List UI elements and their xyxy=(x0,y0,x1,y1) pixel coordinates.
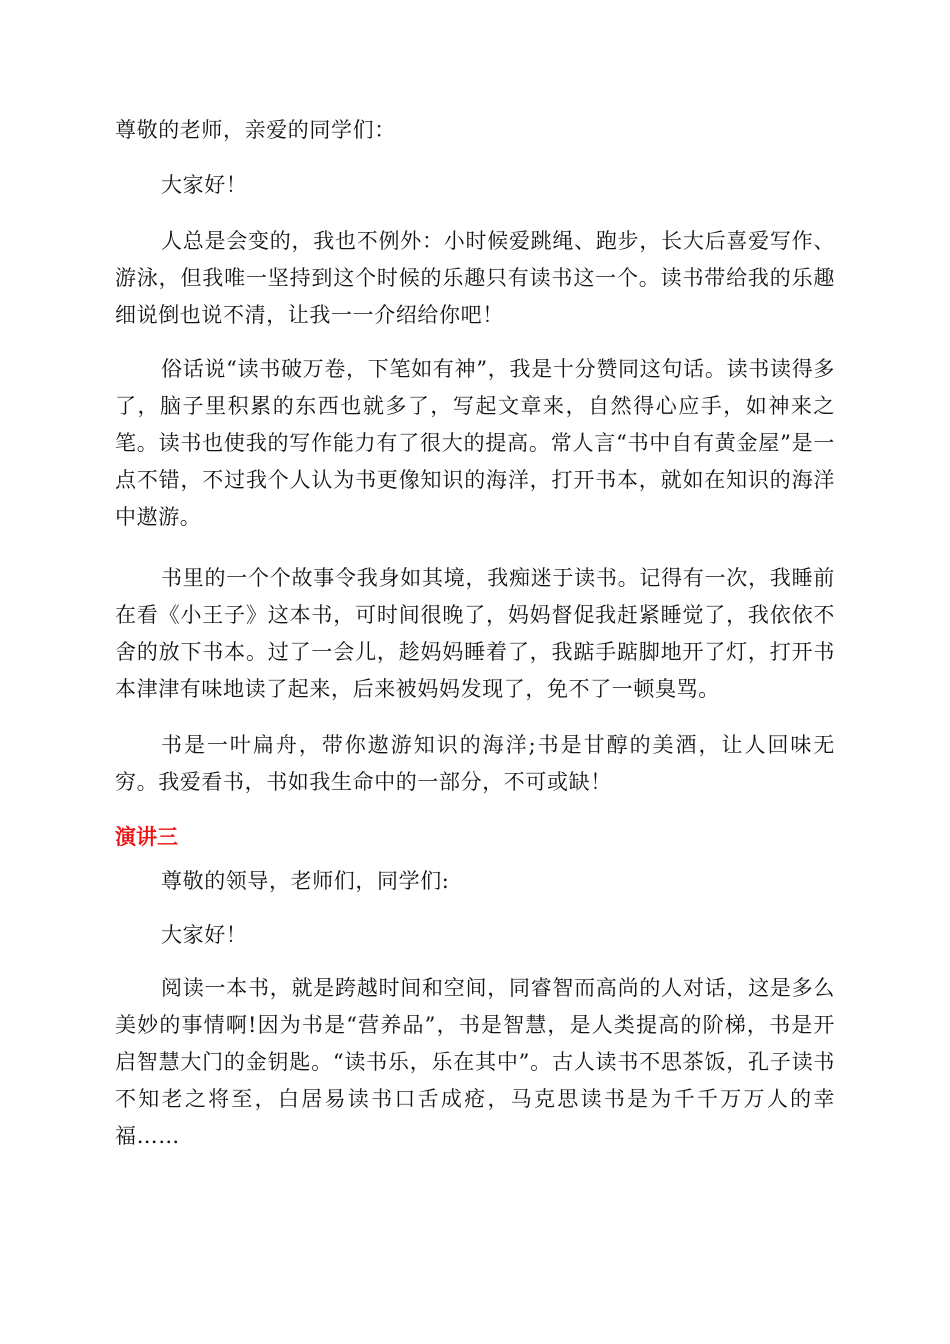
greeting xyxy=(115,920,835,950)
greeting-text: 大家好！ xyxy=(161,923,248,947)
paragraph xyxy=(115,727,835,801)
salutation-text: 尊敬的老师，亲爱的同学们： xyxy=(115,118,396,142)
salutation xyxy=(115,866,835,896)
paragraph xyxy=(115,970,835,1155)
section-heading: 演讲三 xyxy=(115,825,178,849)
paragraph-text: 书里的一个个故事令我身如其境，我痴迷于读书。记得有一次，我睡前在看《小王子》这本书，可时间很晚了，妈妈督促我赶紧睡觉了，我依依不舍的放下书本。过了一会儿，趁妈妈睡着了，我踮手踮脚地开了灯，打开书本津津有味地读了起来，后来被妈妈发现了，免不了一顿臭骂。 xyxy=(115,566,835,701)
greeting xyxy=(115,170,835,200)
paragraph-text: 书是一叶扁舟，带你遨游知识的海洋;书是甘醇的美酒，让人回味无穷。我爱看书，书如我生命中的一部分，不可或缺！ xyxy=(115,733,835,794)
paragraph-text: 人总是会变的，我也不例外：小时候爱跳绳、跑步，长大后喜爱写作、游泳，但我唯一坚持到这个时候的乐趣只有读书这一个。读书带给我的乐趣细说倒也说不清，让我一一介绍给你吧！ xyxy=(115,229,835,327)
salutation-text: 尊敬的领导，老师们，同学们: xyxy=(161,869,450,893)
greeting-text: 大家好！ xyxy=(161,173,248,197)
salutation xyxy=(115,115,835,145)
paragraph xyxy=(115,223,835,334)
paragraph xyxy=(115,560,835,708)
paragraph-text: 阅读一本书，就是跨越时间和空间，同睿智而高尚的人对话，这是多么美妙的事情啊!因为书是“营养品”，书是智慧，是人类提高的阶梯，书是开启智慧大门的金钥匙。“读书乐，乐在其中”。古人读书不思茶饭，孔子读书不知老之将至，白居易读书口舌成疮，马克思读书是为千千万万人的幸福…… xyxy=(115,976,835,1148)
paragraph-text: 俗话说“读书破万卷，下笔如有神”，我是十分赞同这句话。读书读得多了，脑子里积累的东西也就多了，写起文章来，自然得心应手，如神来之笔。读书也使我的写作能力有了很大的提高。常人言“书中自有黄金屋”是一点不错，不过我个人认为书更像知识的海洋，打开书本，就如在知识的海洋中遨游。 xyxy=(115,357,835,529)
paragraph xyxy=(115,351,835,536)
